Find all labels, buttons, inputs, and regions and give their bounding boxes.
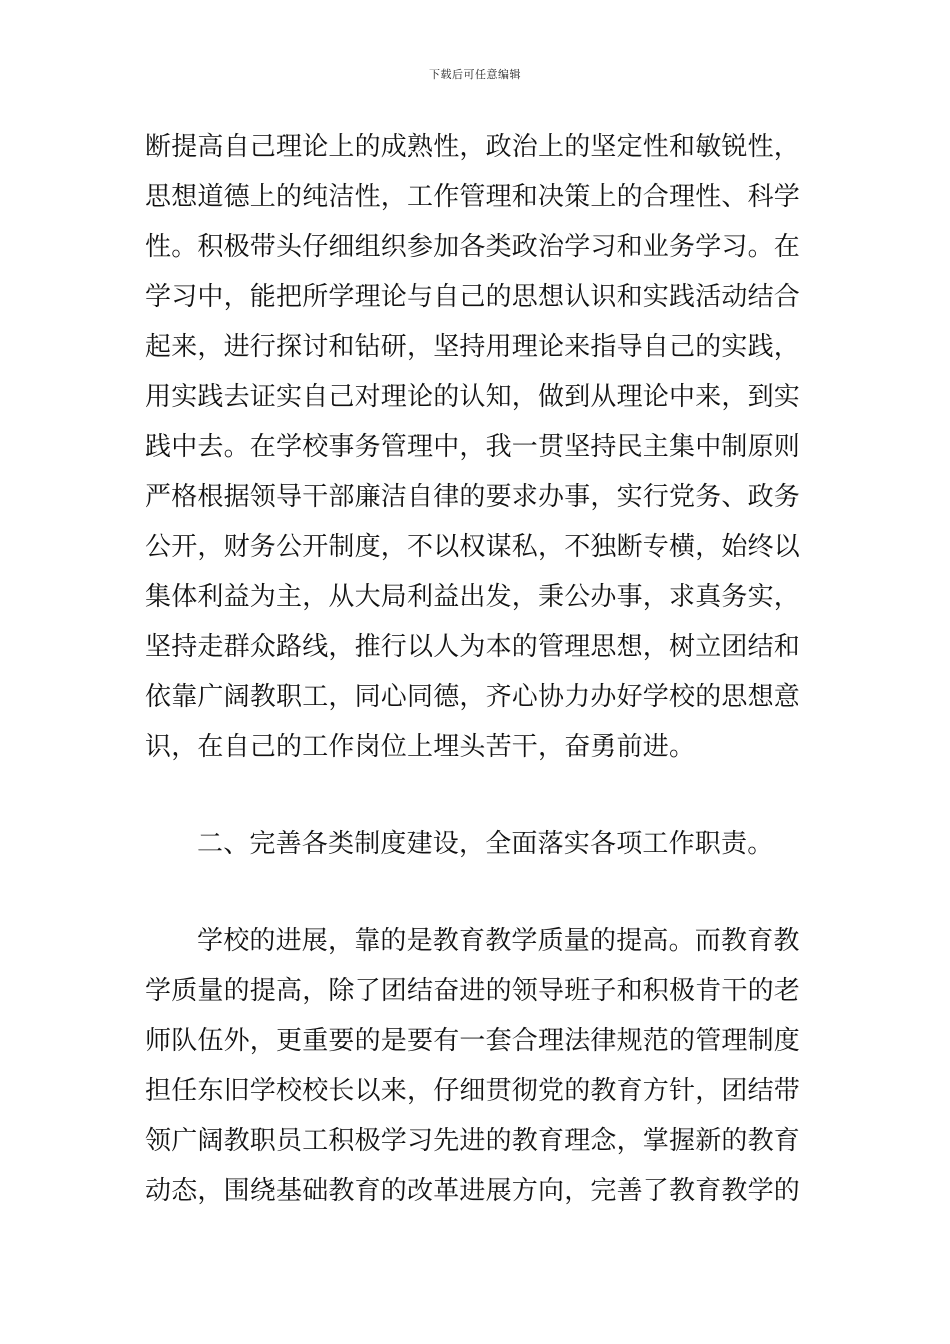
paragraph-line: 学习中，能把所学理论与自己的思想认识和实践活动结合 [145,282,801,312]
paragraph-line: 学质量的提高，除了团结奋进的领导班子和积极肯干的老 [145,976,801,1006]
paragraph-line: 识，在自己的工作岗位上埋头苦干，奋勇前进。 [145,732,696,762]
paragraph-line: 起来，进行探讨和钻研，坚持用理论来指导自己的实践， [145,332,801,362]
section-heading [145,824,815,874]
paragraph-spacer [145,874,815,921]
paragraph-line: 严格根据领导干部廉洁自律的要求办事，实行党务、政务 [145,482,801,512]
paragraph-line: 担任东旧学校校长以来，仔细贯彻党的教育方针，团结带 [145,1076,801,1106]
paragraph-spacer [145,777,815,824]
paragraph-line: 集体利益为主，从大局利益出发，秉公办事，求真务实， [145,582,801,612]
paragraph-line: 坚持走群众路线，推行以人为本的管理思想，树立团结和 [145,632,801,662]
paragraph-line: 思想道德上的纯洁性，工作管理和决策上的合理性、科学 [145,182,801,212]
paragraph-line: 性。积极带头仔细组织参加各类政治学习和业务学习。在 [145,232,801,262]
section-heading-text: 二、完善各类制度建设，全面落实各项工作职责。 [197,829,774,859]
paragraph-line: 用实践去证实自己对理论的认知，做到从理论中来，到实 [145,382,801,412]
paragraph-line: 公开，财务公开制度，不以权谋私，不独断专横，始终以 [145,532,801,562]
paragraph-line: 学校的进展，靠的是教育教学质量的提高。而教育教 [197,926,800,956]
paragraph-line: 领广阔教职员工积极学习先进的教育理念，掌握新的教育 [145,1126,801,1156]
paragraph-line: 依靠广阔教职工，同心同德，齐心协力办好学校的思想意 [145,682,801,712]
paragraph-line: 师队伍外，更重要的是要有一套合理法律规范的管理制度 [145,1026,801,1056]
paragraph-1 [145,127,815,777]
paragraph-line: 断提高自己理论上的成熟性，政治上的坚定性和敏锐性， [145,132,801,162]
page-header: 下载后可任意编辑 [429,68,521,81]
paragraph-line: 践中去。在学校事务管理中，我一贯坚持民主集中制原则 [145,432,801,462]
document-body [145,127,815,1221]
paragraph-line: 动态，围绕基础教育的改革进展方向，完善了教育教学的 [145,1176,801,1206]
paragraph-2 [145,921,815,1221]
